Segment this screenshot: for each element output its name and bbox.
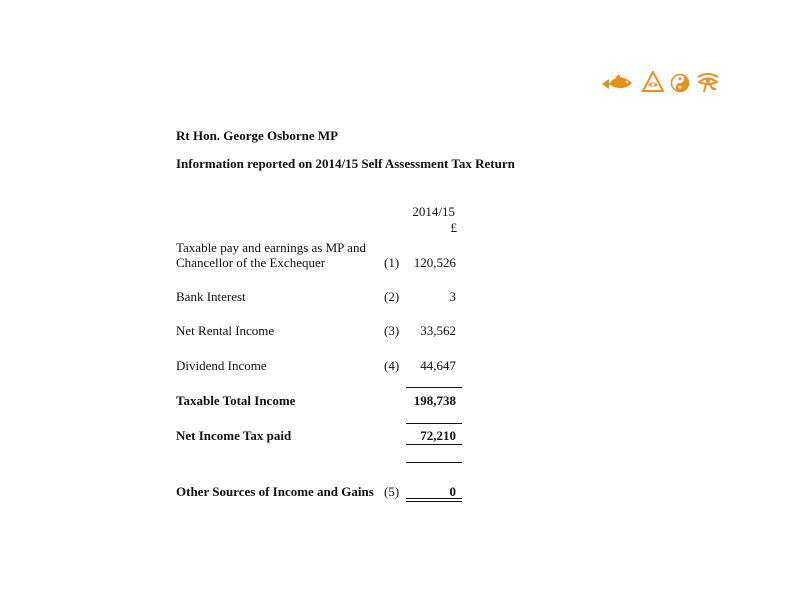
row-earnings-value: 120,526 <box>413 255 456 270</box>
row-dividend-income-value: 44,647 <box>420 358 456 373</box>
eye-of-horus-icon <box>696 72 720 94</box>
total-income-value: 198,738 <box>413 393 456 408</box>
row-rental-income-value: 33,562 <box>420 323 456 338</box>
row-rental-income-label: Net Rental Income <box>176 323 275 338</box>
row-bank-interest-ref: (2) <box>384 289 400 304</box>
subtotal-rule <box>406 387 462 388</box>
row-dividend-income-label: Dividend Income <box>176 358 267 373</box>
yin-yang-icon <box>670 73 690 93</box>
tax-paid-value: 72,210 <box>420 428 456 443</box>
pyramid-eye-icon <box>642 71 664 93</box>
total-income-label: Taxable Total Income <box>176 393 296 408</box>
row-dividend-income-ref: (4) <box>384 358 400 373</box>
document-name: Rt Hon. George Osborne MP <box>176 128 339 143</box>
other-top-rule <box>406 462 462 463</box>
other-sources-value: 0 <box>449 484 456 499</box>
column-year-header: 2014/15 <box>412 204 455 219</box>
row-earnings-label-line2: Chancellor of the Exchequer <box>176 255 326 270</box>
document-subtitle: Information reported on 2014/15 Self Assessment Tax Return <box>176 156 515 171</box>
fish-icon <box>600 74 634 94</box>
other-sources-label: Other Sources of Income and Gains <box>176 484 374 499</box>
tax-paid-label: Net Income Tax paid <box>176 428 292 443</box>
other-double-underline <box>406 498 462 502</box>
row-bank-interest-value: 3 <box>449 289 456 304</box>
row-rental-income-ref: (3) <box>384 323 400 338</box>
tax-top-rule <box>406 423 462 424</box>
tax-underline <box>406 444 462 445</box>
column-currency-header: £ <box>450 220 457 235</box>
row-bank-interest-label: Bank Interest <box>176 289 246 304</box>
other-sources-ref: (5) <box>384 484 400 499</box>
row-earnings-label-line1: Taxable pay and earnings as MP and <box>176 240 366 255</box>
row-earnings-ref: (1) <box>384 255 400 270</box>
header-logos <box>600 70 720 96</box>
